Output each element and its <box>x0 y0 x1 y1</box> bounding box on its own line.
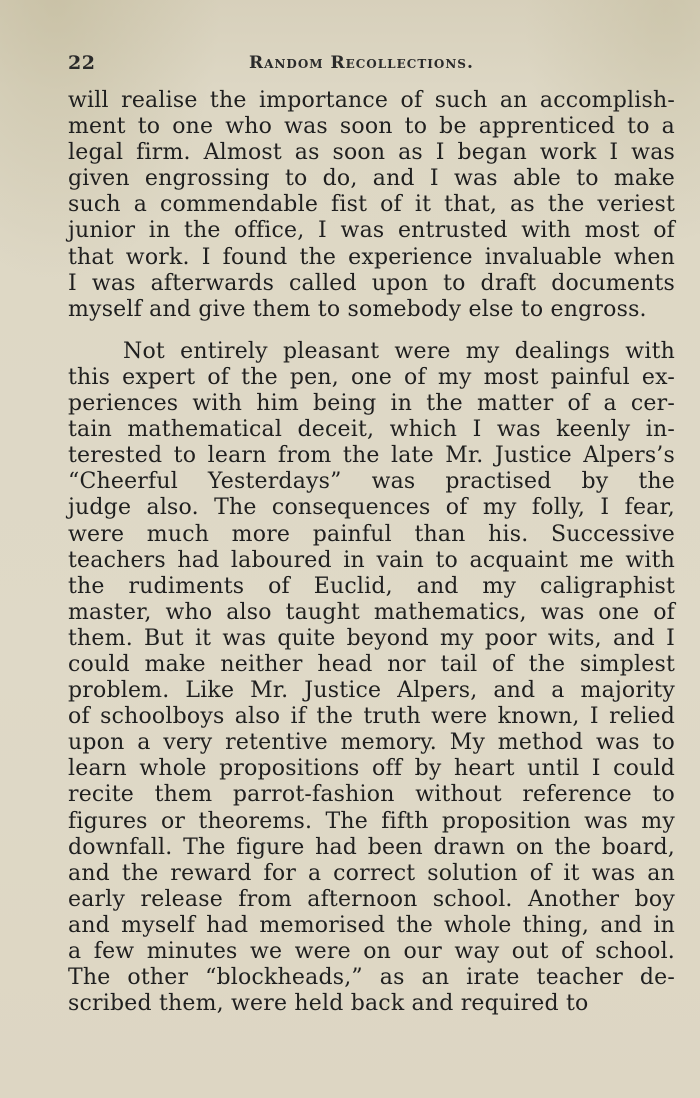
text-line: Not entirely pleasant were my dealings with <box>123 338 675 364</box>
text-line: I was afterwards called upon to draft documents <box>68 270 675 296</box>
text-line: master, who also taught mathematics, was one of <box>68 599 675 625</box>
text-line: tain mathematical deceit, which I was keenly in- <box>68 417 675 443</box>
text-line: and myself had memorised the whole thing, and in <box>68 912 675 938</box>
text-line: learn whole propositions off by heart until I could <box>68 756 675 782</box>
text-line: recite them parrot-fashion without reference to <box>68 782 675 808</box>
text-line: legal firm. Almost as soon as I began work I was <box>68 140 675 166</box>
paragraph-gap <box>68 323 675 339</box>
text-line: ment to one who was soon to be apprenticed to a <box>68 114 675 140</box>
text-line: judge also. The consequences of my folly, I fear, <box>68 495 675 521</box>
paragraph <box>68 339 675 1017</box>
text-line: junior in the office, I was entrusted with most of <box>68 218 675 244</box>
body-text <box>68 88 675 1017</box>
text-line: will realise the importance of such an accomplish- <box>68 88 675 113</box>
text-line: periences with him being in the matter of a cer- <box>68 391 675 417</box>
text-line: The other “blockheads,” as an irate teacher de- <box>68 965 675 991</box>
text-line: them. But it was quite beyond my poor wits, and I <box>68 625 675 651</box>
text-line: of schoolboys also if the truth were known, I relied <box>68 704 675 730</box>
text-line: given engrossing to do, and I was able to make <box>68 166 675 192</box>
page-header <box>68 52 675 80</box>
text-line: figures or theorems. The fifth proposition was my <box>68 808 675 834</box>
running-head: Random Recollections. <box>249 53 474 73</box>
text-line: the rudiments of Euclid, and my caligraphist <box>68 573 675 599</box>
paragraph <box>68 88 675 323</box>
text-line: and the reward for a correct solution of it was an <box>68 860 675 886</box>
text-line: could make neither head nor tail of the simplest <box>68 651 675 677</box>
text-line: upon a very retentive memory. My method was to <box>68 730 675 756</box>
text-line: problem. Like Mr. Justice Alpers, and a majority <box>68 678 675 704</box>
text-line: early release from afternoon school. Another boy <box>68 886 675 912</box>
text-line: were much more painful than his. Successive <box>68 521 675 547</box>
text-line: this expert of the pen, one of my most painful ex- <box>68 364 675 390</box>
text-line: scribed them, were held back and required to <box>68 991 589 1017</box>
text-line: that work. I found the experience invaluable when <box>68 244 675 270</box>
text-line: teachers had laboured in vain to acquaint me with <box>68 547 675 573</box>
text-line: myself and give them to somebody else to engross. <box>68 296 647 322</box>
text-line: a few minutes we were on our way out of school. <box>68 939 675 964</box>
text-line: terested to learn from the late Mr. Justice Alpers’s <box>68 443 675 469</box>
page-number: 22 <box>68 52 96 74</box>
text-line: “Cheerful Yesterdays” was practised by the <box>68 469 675 495</box>
text-line: such a commendable fist of it that, as the veriest <box>68 192 675 218</box>
text-line: downfall. The figure had been drawn on the board, <box>68 834 675 860</box>
